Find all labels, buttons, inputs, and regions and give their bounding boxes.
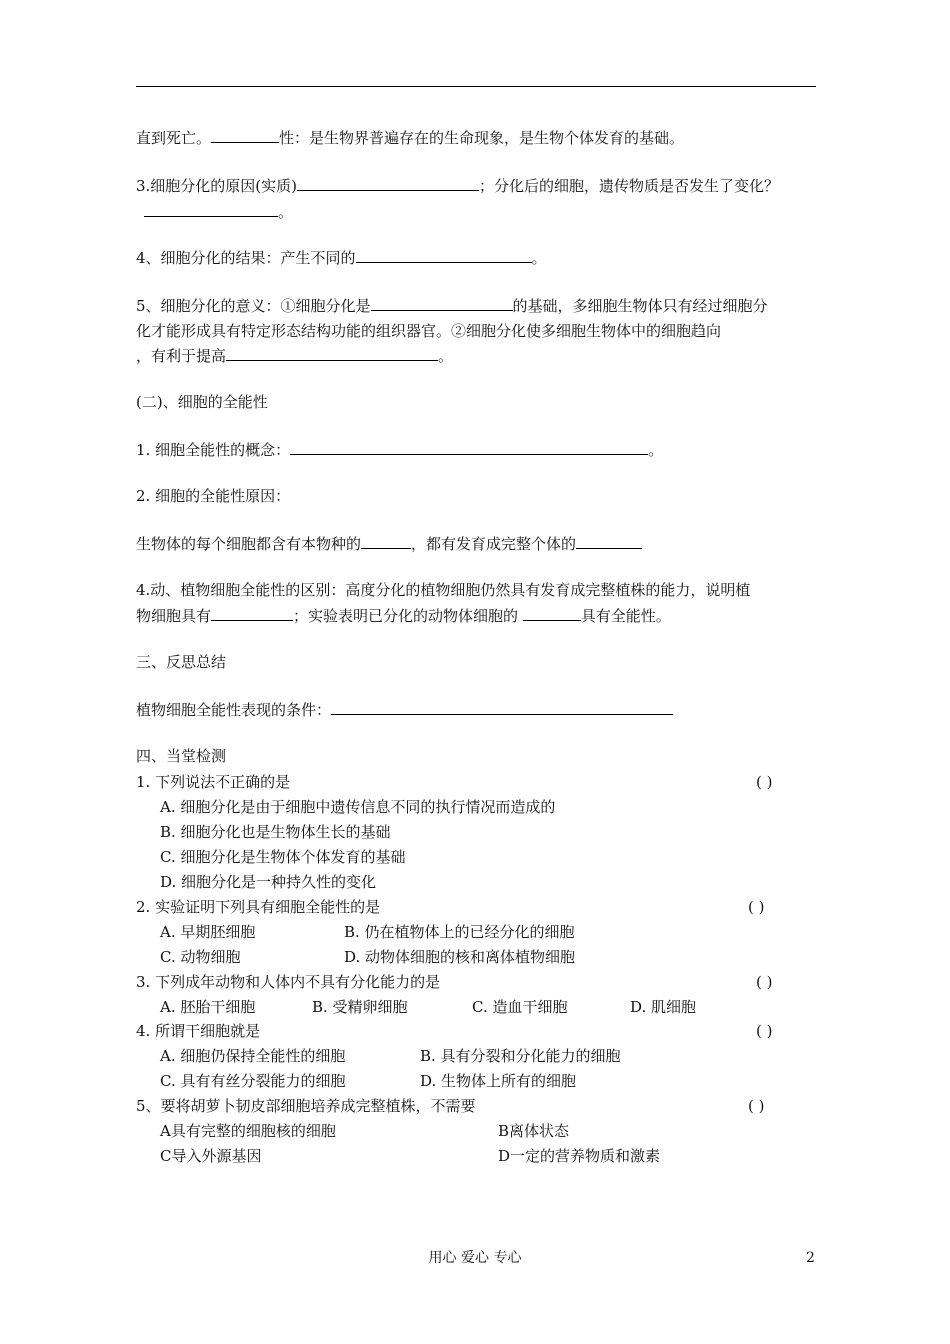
- option-c[interactable]: C. 动物细胞: [160, 948, 241, 966]
- option-a[interactable]: A. 胚胎干细胞: [160, 998, 256, 1016]
- fill-blank[interactable]: [211, 606, 293, 621]
- option-c[interactable]: C. 造血干细胞: [472, 998, 568, 1016]
- page-number: 2: [806, 1250, 815, 1266]
- option-a[interactable]: A. 早期胚细胞: [160, 923, 256, 941]
- fill-blank[interactable]: [144, 202, 278, 217]
- answer-paren[interactable]: ( ): [756, 773, 773, 791]
- page-footer: 用心 爱心 专心: [428, 1250, 522, 1266]
- option-b[interactable]: B离体状态: [498, 1122, 570, 1140]
- question-stem: 1. 下列说法不正确的是: [136, 773, 291, 791]
- text-line: 生物体的每个细胞都含有本物种的 ，都有发育成完整个体的: [136, 534, 642, 554]
- fill-blank[interactable]: [361, 534, 411, 549]
- text-line: 1. 细胞全能性的概念： 。: [136, 441, 664, 459]
- text-line: 直到死亡。 性：是生物界普遍存在的生命现象，是生物个体发育的基础。: [136, 129, 685, 147]
- fill-blank[interactable]: [331, 700, 673, 715]
- option-a[interactable]: A. 细胞分化是由于细胞中遗传信息不同的执行情况而造成的: [160, 798, 556, 816]
- question-stem: 2. 实验证明下列具有细胞全能性的是: [136, 898, 381, 916]
- section-heading: 四、当堂检测: [136, 747, 227, 765]
- text-line: 3.细胞分化的原因(实质) ；分化后的细胞，遗传物质是否发生了变化？: [136, 177, 780, 195]
- answer-paren[interactable]: ( ): [756, 973, 773, 991]
- fill-blank[interactable]: [226, 346, 438, 361]
- fill-blank[interactable]: [211, 128, 279, 143]
- question-stem: 4. 所谓干细胞就是: [136, 1022, 261, 1040]
- text-line: 植物细胞全能性表现的条件：: [136, 700, 673, 720]
- fill-blank[interactable]: [371, 296, 513, 311]
- fill-blank[interactable]: [356, 248, 532, 263]
- text-line: 2. 细胞的全能性原因：: [136, 487, 291, 505]
- text-line: 物细胞具有 ；实验表明已分化的动物体细胞的 具有全能性。: [136, 607, 671, 625]
- fill-blank[interactable]: [523, 606, 581, 621]
- text-line: 化才能形成具有特定形态结构功能的组织器官。②细胞分化使多细胞生物体中的细胞趋向: [136, 322, 722, 340]
- option-b[interactable]: B. 细胞分化也是生物体生长的基础: [160, 823, 391, 841]
- fill-blank[interactable]: [576, 534, 642, 549]
- option-c[interactable]: C. 细胞分化是生物体个体发育的基础: [160, 848, 406, 866]
- text-line: ，有利于提高 。: [136, 347, 454, 365]
- answer-paren[interactable]: ( ): [748, 898, 765, 916]
- option-d[interactable]: D. 动物体细胞的核和离体植物细胞: [344, 948, 576, 966]
- option-c[interactable]: C导入外源基因: [160, 1147, 262, 1165]
- question-stem: 3. 下列成年动物和人体内不具有分化能力的是: [136, 973, 441, 991]
- text-line: 4、细胞分化的结果：产生不同的 。: [136, 249, 547, 267]
- option-a[interactable]: A. 细胞仍保持全能性的细胞: [160, 1047, 346, 1065]
- option-b[interactable]: B. 受精卵细胞: [312, 998, 408, 1016]
- option-b[interactable]: B. 仍在植物体上的已经分化的细胞: [344, 923, 575, 941]
- option-d[interactable]: D. 生物体上所有的细胞: [420, 1072, 577, 1090]
- option-a[interactable]: A具有完整的细胞核的细胞: [160, 1122, 336, 1140]
- section-heading: (二)、细胞的全能性: [136, 393, 268, 411]
- fill-blank[interactable]: [290, 440, 648, 455]
- question-stem: 5、要将胡萝卜韧皮部细胞培养成完整植株，不需要: [136, 1097, 476, 1115]
- text-line: 。: [144, 202, 293, 222]
- option-d[interactable]: D一定的营养物质和激素: [498, 1147, 661, 1165]
- option-d[interactable]: D. 细胞分化是一种持久性的变化: [160, 873, 377, 891]
- answer-paren[interactable]: ( ): [748, 1097, 765, 1115]
- section-heading: 三、反思总结: [136, 653, 227, 671]
- option-c[interactable]: C. 具有有丝分裂能力的细胞: [160, 1072, 346, 1090]
- answer-paren[interactable]: ( ): [756, 1022, 773, 1040]
- header-rule: [136, 86, 816, 87]
- option-b[interactable]: B. 具有分裂和分化能力的细胞: [420, 1047, 621, 1065]
- option-d[interactable]: D. 肌细胞: [630, 998, 697, 1016]
- fill-blank[interactable]: [297, 176, 479, 191]
- text-line: 5、细胞分化的意义：①细胞分化是 的基础，多细胞生物体只有经过细胞分: [136, 297, 768, 315]
- text-line: 4.动、植物细胞全能性的区别：高度分化的植物细胞仍然具有发育成完整植株的能力，说明植: [136, 581, 751, 599]
